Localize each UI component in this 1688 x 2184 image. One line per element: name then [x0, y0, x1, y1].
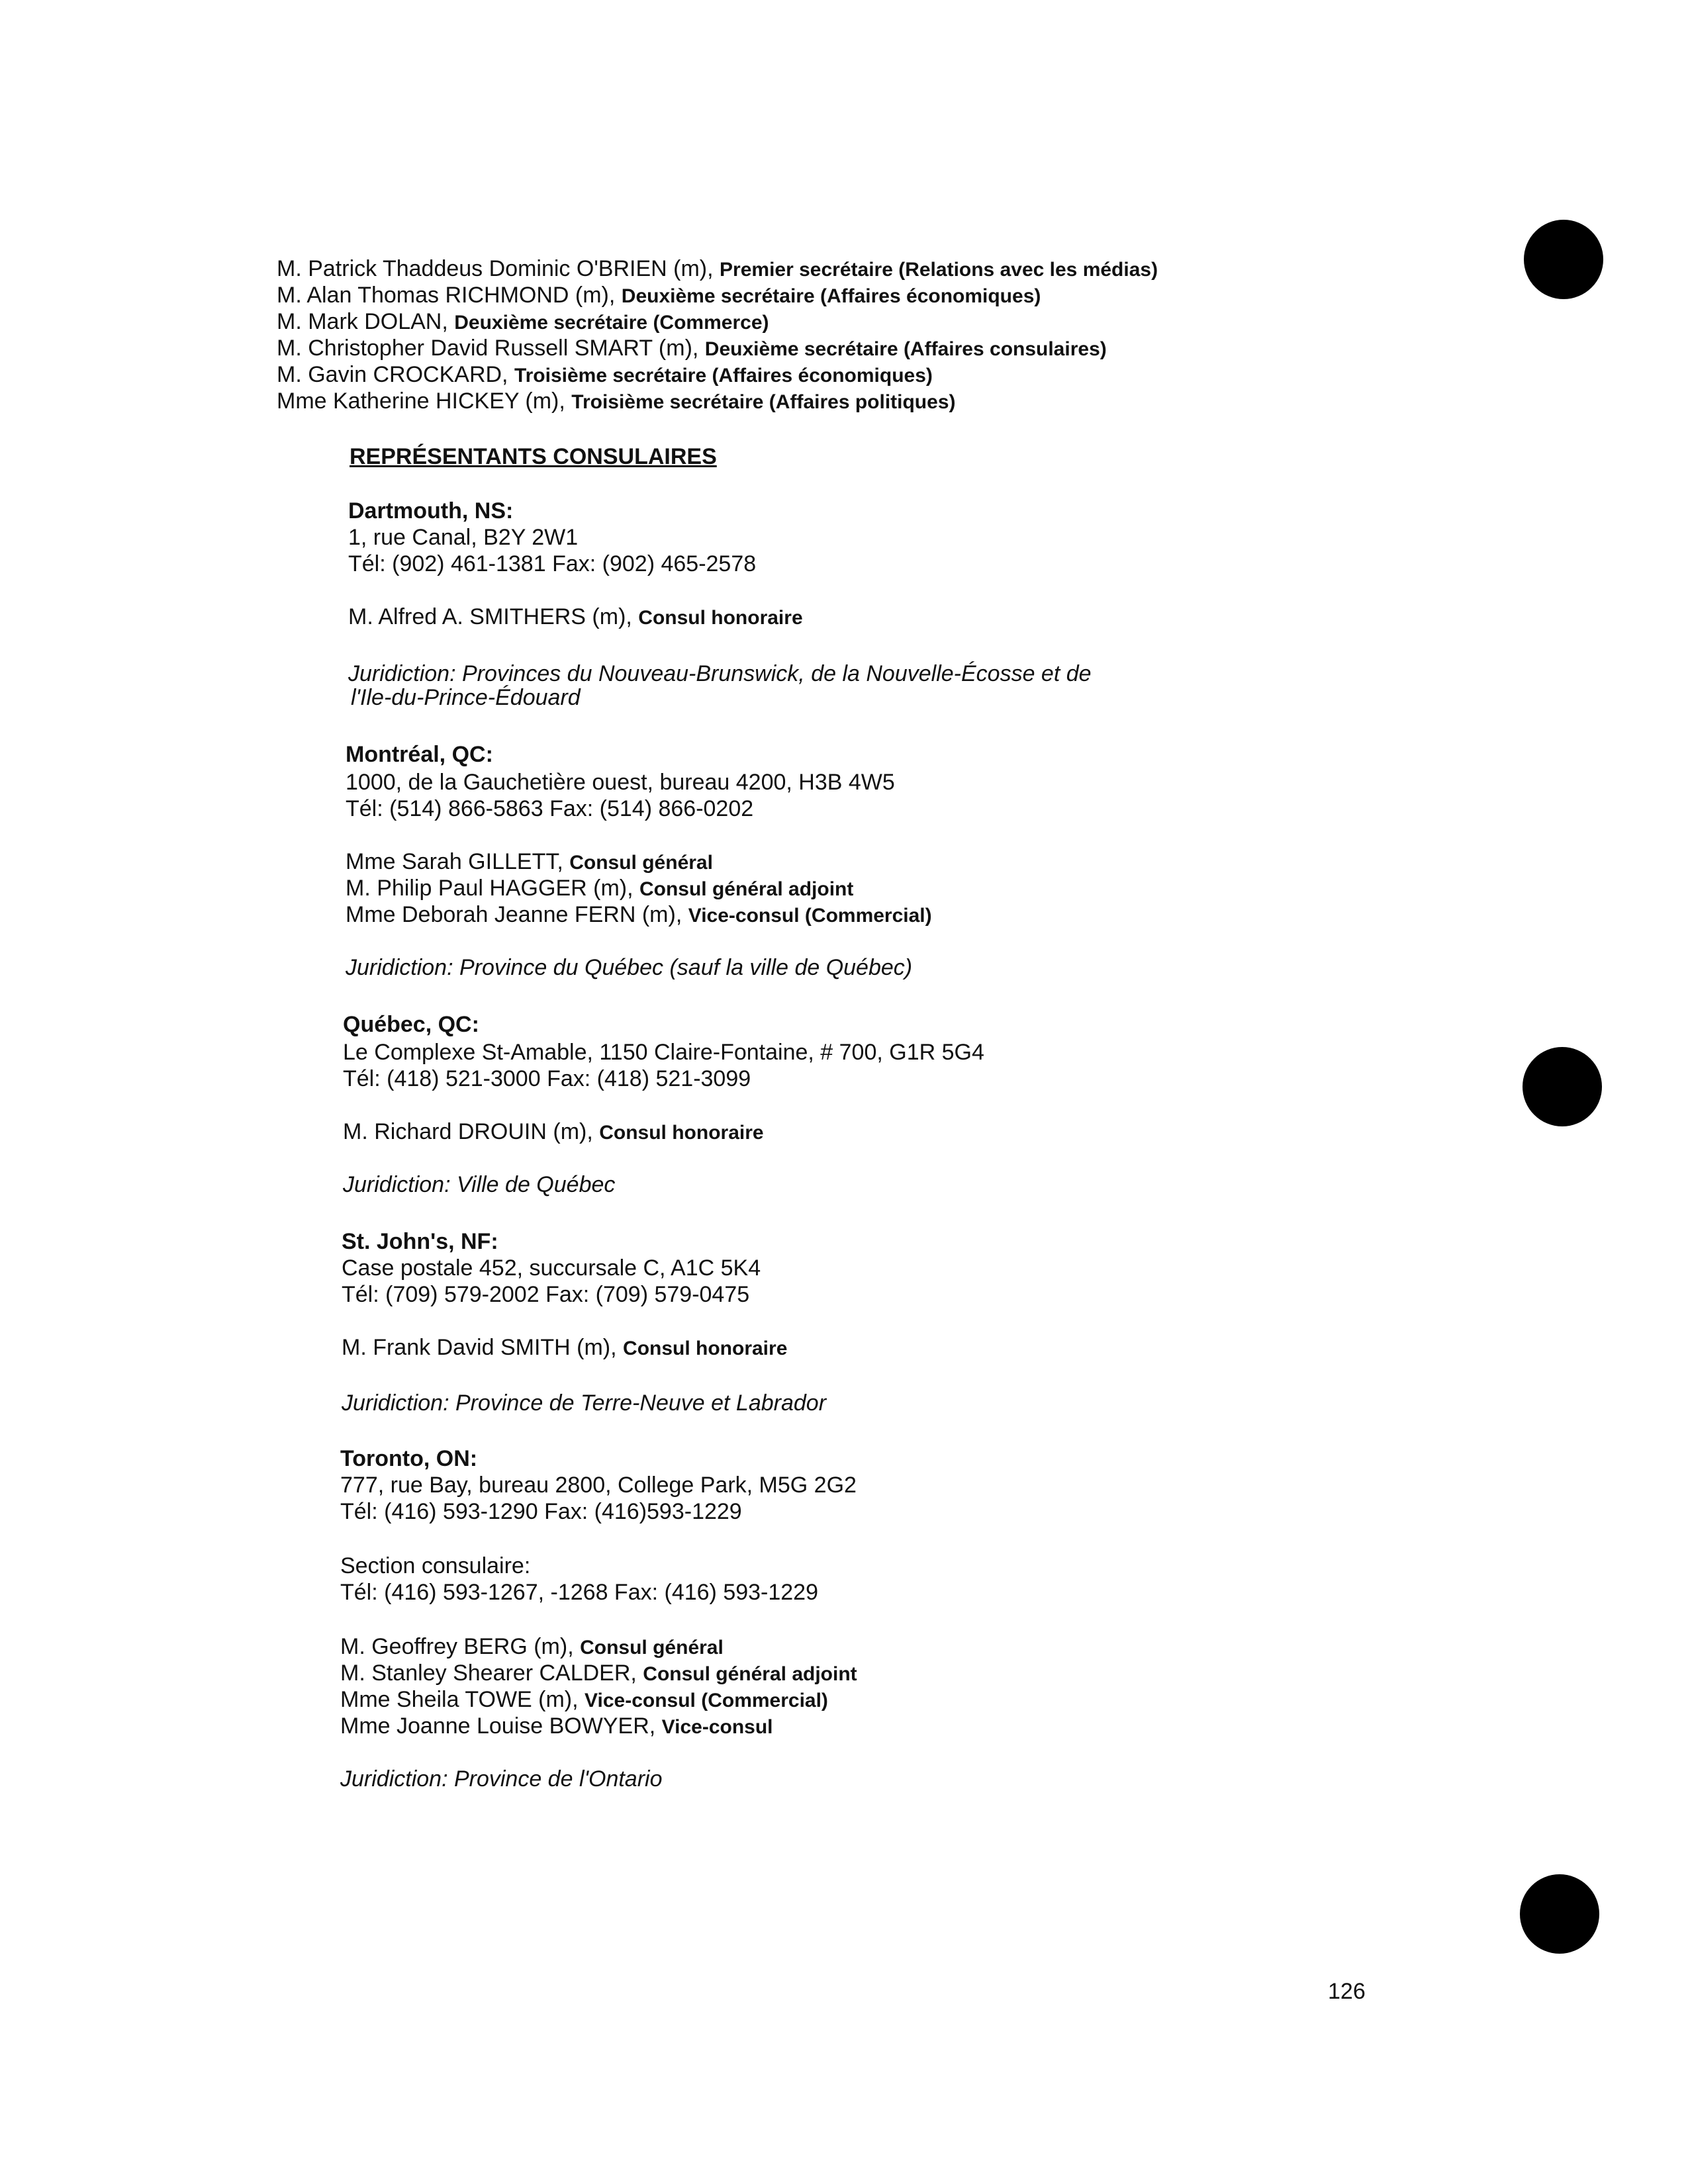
staff-line: M. Christopher David Russell SMART (m), Deuxième secrétaire (Affaires consulaires) — [277, 336, 1107, 361]
jurisdiction: Juridiction: Province de l'Ontario — [340, 1766, 663, 1792]
office-city: St. John's, NF: — [342, 1229, 498, 1254]
office-phone: Tél: (902) 461-1381 Fax: (902) 465-2578 — [348, 551, 757, 576]
jurisdiction: l'Ile-du-Prince-Édouard — [351, 685, 581, 710]
page-number: 126 — [1328, 1979, 1366, 2004]
office-address: 777, rue Bay, bureau 2800, College Park, M5G 2G2 — [340, 1473, 857, 1498]
jurisdiction: Juridiction: Province de Terre-Neuve et Labrador — [342, 1390, 827, 1416]
staff-line: M. Gavin CROCKARD, Troisième secrétaire (Affaires économiques) — [277, 362, 933, 387]
office-city: Montréal, QC: — [346, 742, 493, 767]
staff-line: M. Mark DOLAN, Deuxième secrétaire (Commerce) — [277, 309, 769, 334]
office-phone: Tél: (709) 579-2002 Fax: (709) 579-0475 — [342, 1282, 750, 1307]
staff-line: Mme Katherine HICKEY (m), Troisième secrétaire (Affaires politiques) — [277, 388, 956, 414]
section-title: REPRÉSENTANTS CONSULAIRES — [350, 444, 717, 469]
office-address: Case postale 452, succursale C, A1C 5K4 — [342, 1255, 761, 1281]
consular-person: Mme Deborah Jeanne FERN (m), Vice-consul (Commercial) — [346, 902, 932, 927]
consular-person: Mme Joanne Louise BOWYER, Vice-consul — [340, 1713, 773, 1739]
office-city: Dartmouth, NS: — [348, 498, 514, 523]
jurisdiction: Juridiction: Provinces du Nouveau-Brunswick, de la Nouvelle-Écosse et de — [348, 661, 1092, 686]
office-address: 1000, de la Gauchetière ouest, bureau 4200, H3B 4W5 — [346, 770, 895, 795]
binder-hole — [1523, 1047, 1602, 1126]
office-phone: Tél: (418) 521-3000 Fax: (418) 521-3099 — [343, 1066, 751, 1091]
office-city: Québec, QC: — [343, 1012, 479, 1037]
consular-person: M. Geoffrey BERG (m), Consul général — [340, 1634, 724, 1659]
consular-person: M. Philip Paul HAGGER (m), Consul général adjoint — [346, 876, 854, 901]
consular-person: M. Stanley Shearer CALDER, Consul général adjoint — [340, 1661, 857, 1686]
consular-section-phone: Tél: (416) 593-1267, -1268 Fax: (416) 593-1229 — [340, 1580, 819, 1605]
office-address: Le Complexe St-Amable, 1150 Claire-Fontaine, # 700, G1R 5G4 — [343, 1040, 984, 1065]
staff-line: M. Patrick Thaddeus Dominic O'BRIEN (m), Premier secrétaire (Relations avec les médias) — [277, 256, 1158, 281]
office-city: Toronto, ON: — [340, 1446, 478, 1471]
staff-line: M. Alan Thomas RICHMOND (m), Deuxième secrétaire (Affaires économiques) — [277, 283, 1041, 308]
binder-hole — [1520, 1874, 1599, 1954]
consular-person: M. Richard DROUIN (m), Consul honoraire — [343, 1119, 764, 1144]
consular-person: Mme Sheila TOWE (m), Vice-consul (Commercial) — [340, 1687, 828, 1712]
office-phone: Tél: (416) 593-1290 Fax: (416)593-1229 — [340, 1499, 742, 1524]
consular-section-label: Section consulaire: — [340, 1553, 531, 1578]
binder-hole — [1524, 220, 1603, 299]
consular-person: M. Frank David SMITH (m), Consul honoraire — [342, 1335, 788, 1360]
office-address: 1, rue Canal, B2Y 2W1 — [348, 525, 579, 550]
jurisdiction: Juridiction: Ville de Québec — [343, 1172, 616, 1197]
office-phone: Tél: (514) 866-5863 Fax: (514) 866-0202 — [346, 796, 754, 821]
consular-person: M. Alfred A. SMITHERS (m), Consul honoraire — [348, 604, 803, 629]
consular-person: Mme Sarah GILLETT, Consul général — [346, 849, 713, 874]
jurisdiction: Juridiction: Province du Québec (sauf la ville de Québec) — [346, 955, 913, 980]
